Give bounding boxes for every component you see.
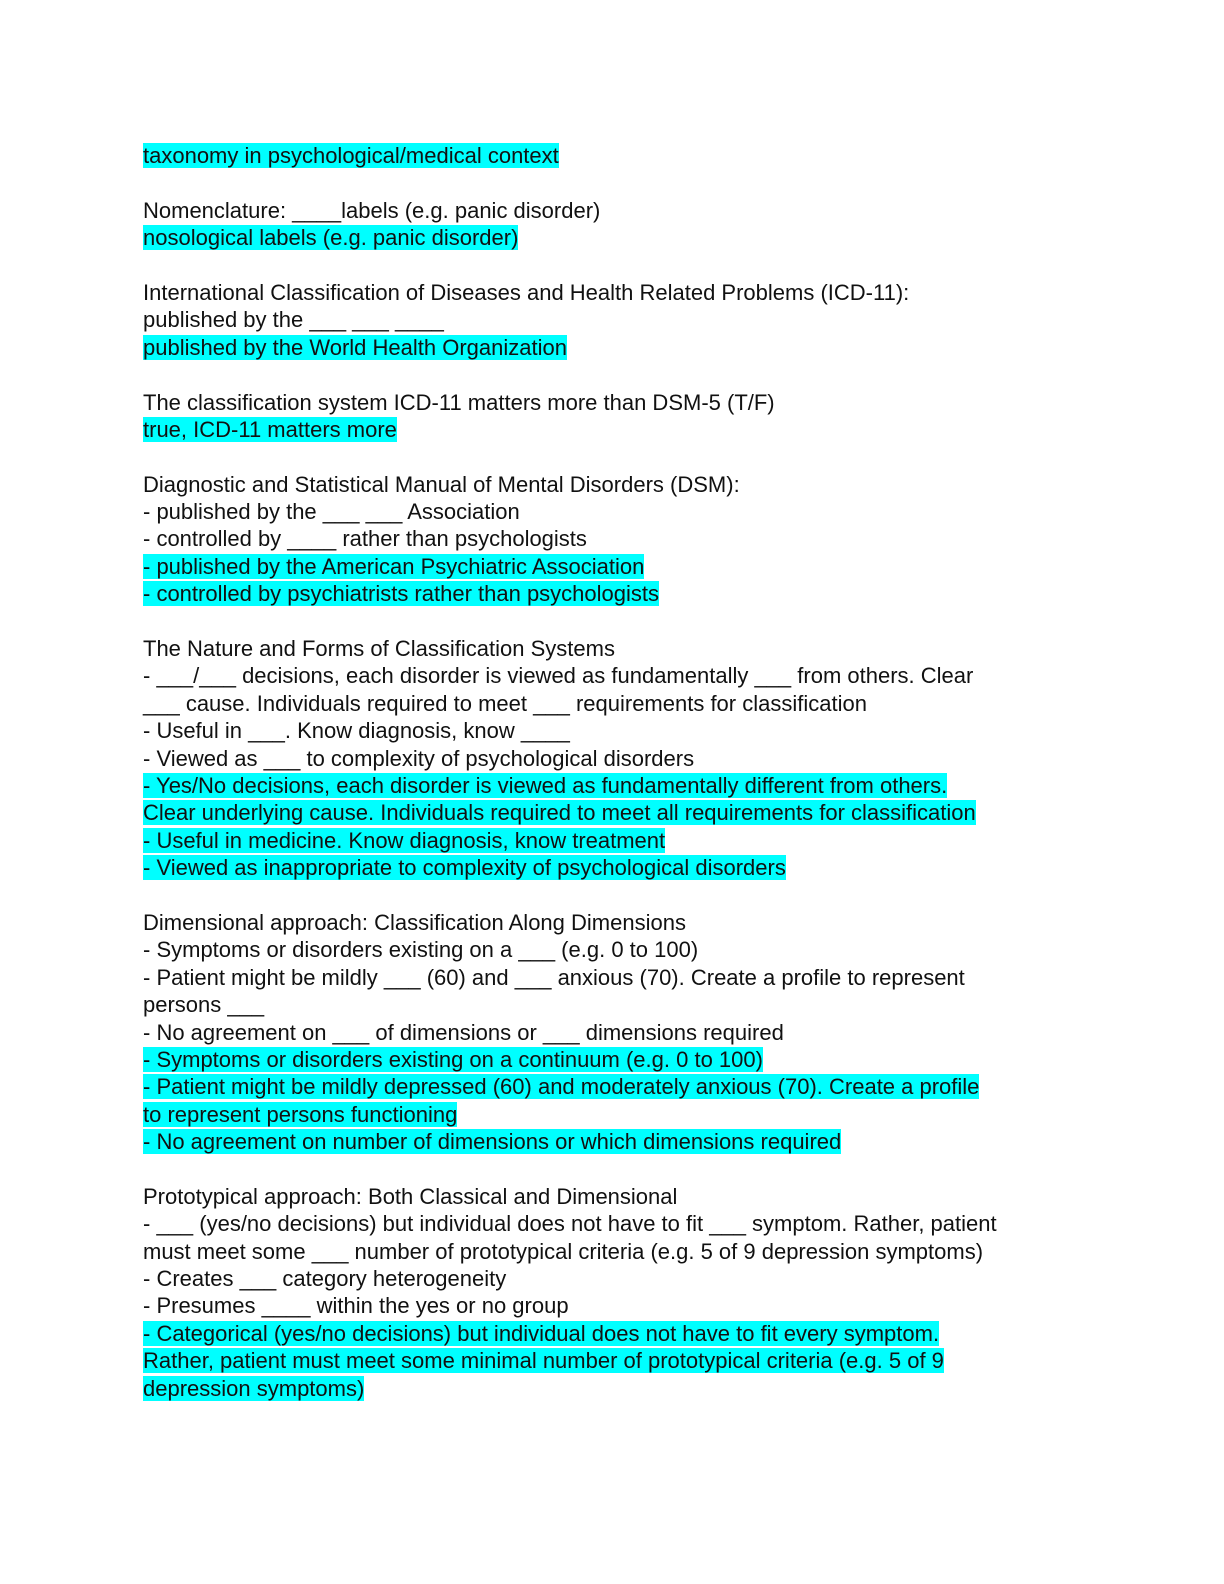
text-line: [143, 662, 1083, 689]
text-block: [143, 389, 1083, 444]
text-line: [143, 1046, 1083, 1073]
text-block: [143, 471, 1083, 608]
question-text: ___ cause. Individuals required to meet ___ requirements for classification: [143, 690, 867, 716]
text-line: [143, 745, 1083, 772]
text-line: [143, 909, 1083, 936]
text-line: [143, 1073, 1083, 1100]
text-line: [143, 991, 1083, 1018]
text-line: [143, 936, 1083, 963]
text-line: [143, 799, 1083, 826]
paragraph-gap: [143, 443, 1083, 470]
question-text: published by the ___ ___ ____: [143, 307, 444, 333]
text-block: [143, 197, 1083, 252]
question-text: - Useful in ___. Know diagnosis, know ____: [143, 718, 570, 744]
question-text: - controlled by ____ rather than psychologists: [143, 526, 587, 552]
text-block: [143, 142, 1083, 169]
text-line: [143, 1183, 1083, 1210]
question-text: Dimensional approach: Classification Along Dimensions: [143, 909, 686, 935]
text-line: [143, 827, 1083, 854]
text-line: [143, 334, 1083, 361]
highlighted-answer-text: to represent persons functioning: [143, 1101, 458, 1127]
highlighted-answer-text: - Yes/No decisions, each disorder is viewed as fundamentally different from others.: [143, 772, 948, 798]
text-line: [143, 1019, 1083, 1046]
text-line: [143, 142, 1083, 169]
text-line: [143, 279, 1083, 306]
highlighted-answer-text: - controlled by psychiatrists rather than psychologists: [143, 581, 660, 607]
highlighted-answer-text: - Useful in medicine. Know diagnosis, know treatment: [143, 827, 666, 853]
question-text: - Presumes ____ within the yes or no group: [143, 1293, 569, 1319]
text-line: [143, 498, 1083, 525]
text-block: [143, 635, 1083, 882]
question-text: Diagnostic and Statistical Manual of Mental Disorders (DSM):: [143, 471, 740, 497]
question-text: must meet some ___ number of prototypical criteria (e.g. 5 of 9 depression symptoms): [143, 1238, 984, 1264]
text-line: [143, 525, 1083, 552]
text-line: [143, 580, 1083, 607]
question-text: - Symptoms or disorders existing on a ___ (e.g. 0 to 100): [143, 937, 699, 963]
highlighted-answer-text: - Categorical (yes/no decisions) but individual does not have to fit every symptom.: [143, 1320, 940, 1346]
document-body: [143, 142, 1083, 1402]
question-text: - ___ (yes/no decisions) but individual does not have to fit ___ symptom. Rather, patient: [143, 1211, 997, 1237]
text-line: [143, 690, 1083, 717]
paragraph-gap: [143, 608, 1083, 635]
text-block: [143, 909, 1083, 1156]
text-line: [143, 197, 1083, 224]
paragraph-gap: [143, 252, 1083, 279]
highlighted-answer-text: - Viewed as inappropriate to complexity of psychological disorders: [143, 855, 786, 881]
question-text: The Nature and Forms of Classification Systems: [143, 636, 615, 662]
text-line: [143, 306, 1083, 333]
question-text: - Patient might be mildly ___ (60) and ___ anxious (70). Create a profile to represent: [143, 964, 965, 990]
highlighted-answer-text: nosological labels (e.g. panic disorder): [143, 225, 519, 251]
text-line: [143, 1210, 1083, 1237]
text-block: [143, 279, 1083, 361]
text-line: [143, 1375, 1083, 1402]
highlighted-answer-text: published by the World Health Organization: [143, 334, 567, 360]
text-block: [143, 1183, 1083, 1402]
text-line: [143, 1128, 1083, 1155]
paragraph-gap: [143, 361, 1083, 388]
highlighted-answer-text: Rather, patient must meet some minimal number of prototypical criteria (e.g. 5 of 9: [143, 1348, 944, 1374]
text-line: [143, 553, 1083, 580]
question-text: - published by the ___ ___ Association: [143, 499, 520, 525]
question-text: - No agreement on ___ of dimensions or ___ dimensions required: [143, 1019, 784, 1045]
text-line: [143, 471, 1083, 498]
question-text: The classification system ICD-11 matters more than DSM-5 (T/F): [143, 389, 775, 415]
text-line: [143, 389, 1083, 416]
text-line: [143, 1292, 1083, 1319]
question-text: International Classification of Diseases and Health Related Problems (ICD-11):: [143, 279, 910, 305]
highlighted-answer-text: taxonomy in psychological/medical context: [143, 143, 559, 168]
question-text: Prototypical approach: Both Classical and Dimensional: [143, 1183, 678, 1209]
highlighted-answer-text: depression symptoms): [143, 1375, 365, 1401]
text-line: [143, 224, 1083, 251]
text-line: [143, 964, 1083, 991]
text-line: [143, 1320, 1083, 1347]
text-line: [143, 772, 1083, 799]
question-text: - Viewed as ___ to complexity of psychological disorders: [143, 745, 695, 771]
question-text: persons ___: [143, 992, 265, 1018]
text-line: [143, 854, 1083, 881]
text-line: [143, 717, 1083, 744]
text-line: [143, 635, 1083, 662]
text-line: [143, 1265, 1083, 1292]
highlighted-answer-text: - Patient might be mildly depressed (60) and moderately anxious (70). Create a profile: [143, 1074, 980, 1100]
text-line: [143, 1101, 1083, 1128]
text-line: [143, 1238, 1083, 1265]
highlighted-answer-text: true, ICD-11 matters more: [143, 416, 397, 442]
paragraph-gap: [143, 882, 1083, 909]
question-text: Nomenclature: ____labels (e.g. panic disorder): [143, 197, 601, 223]
text-line: [143, 416, 1083, 443]
paragraph-gap: [143, 169, 1083, 196]
paragraph-gap: [143, 1155, 1083, 1182]
highlighted-answer-text: - published by the American Psychiatric Association: [143, 553, 645, 579]
highlighted-answer-text: - No agreement on number of dimensions or which dimensions required: [143, 1129, 842, 1155]
text-line: [143, 1347, 1083, 1374]
highlighted-answer-text: - Symptoms or disorders existing on a continuum (e.g. 0 to 100): [143, 1046, 763, 1072]
highlighted-answer-text: Clear underlying cause. Individuals required to meet all requirements for classification: [143, 800, 976, 826]
question-text: - ___/___ decisions, each disorder is viewed as fundamentally ___ from others. Clear: [143, 663, 974, 689]
question-text: - Creates ___ category heterogeneity: [143, 1266, 507, 1292]
